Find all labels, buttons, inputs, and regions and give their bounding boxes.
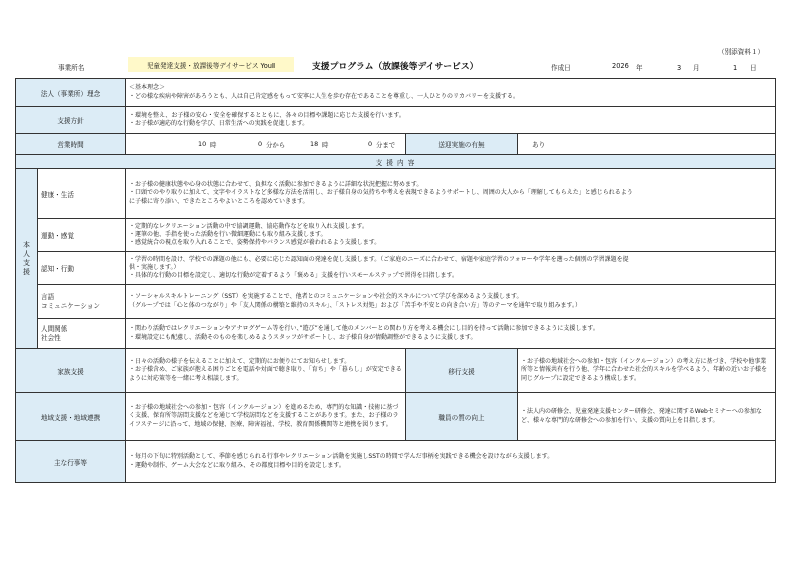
content-header: 支 援 内 容 — [16, 155, 776, 169]
office-label: 事業所名 — [58, 64, 85, 72]
hours-label: 営業時間 — [16, 134, 126, 155]
created-month: 3 — [677, 64, 682, 72]
community-text: ・お子様の地域社会への参加・包容（インクルージョン）を進めるため、専門的な知識・技術に基づく支援、保育所等訪問支援などを通じて学校訪問などを支援することがあります。また、お子様のライフステージに沿って、地域の保健、医療、障害福祉、学校、教育関係機関等と連携を図ります。 — [126, 393, 406, 441]
content-line: ・ソーシャルスキルトレーニング（SST）を実施することで、他者とのコミュニケーションや社会的スキルについて学びを深めるよう支援します。 — [129, 293, 523, 301]
personal-row-social — [16, 319, 776, 349]
personal-text-cognition — [126, 252, 776, 285]
family-label: 家族支援 — [16, 349, 126, 393]
philosophy-label: 法人（事業所）理念 — [16, 79, 126, 107]
content-line: ・関わり活動ではレクリエーションやアナログゲーム等を行い、”遊び”を通して他のメンバーとの関わり方を考える機会にし目的を持って活動に参加できるように支援します。 — [129, 325, 599, 333]
staff-label: 職員の質の向上 — [406, 393, 518, 441]
staff-text: ・法人内の研修会、児童発達支援センター研修会、発達に関するWebセミナーへの参加など、様々な専門的な研修会への参加を行い、支援の質向上を目指します。 — [518, 393, 776, 441]
community-label: 地域支援・地域連携 — [16, 393, 126, 441]
support-program-table — [15, 78, 776, 483]
personal-text-social — [126, 319, 776, 349]
content-line: ・環境設定にも配慮し、活動そのものを楽しめるようスタッフがサポートし、お子様自身が情動調整ができるように支援します。 — [129, 333, 477, 341]
policy-text — [126, 107, 776, 134]
office-name: 児童発達支援・放課後等デイサービス YouⅡ — [128, 57, 294, 72]
content-line: ・感覚統合の視点を取り入れることで、姿勢保持やバランス感覚が養われるよう支援します。 — [129, 239, 381, 247]
personal-row-cognition — [16, 252, 776, 285]
policy-line: ・環境を整え、お子様の安心・安全を確保するとともに、各々の目標や課題に応じた支援を行います。 — [129, 111, 405, 119]
content-line: ・運筆の他、手指を使った活動を行い微細運動にも取り組み支援します。 — [129, 230, 327, 238]
personal-row-language — [16, 285, 776, 319]
personal-row-health — [16, 169, 776, 219]
month-unit: 月 — [693, 64, 700, 72]
family-transition-row — [16, 349, 776, 393]
start-minute: 0 — [258, 140, 263, 148]
year-unit: 年 — [636, 64, 643, 72]
events-text — [126, 441, 776, 483]
personal-row-motor — [16, 219, 776, 252]
transport-value: あり — [518, 134, 776, 155]
personal-text-health — [126, 169, 776, 219]
hours-value — [126, 134, 406, 155]
personal-text-language — [126, 285, 776, 319]
events-row — [16, 441, 776, 483]
hour-unit: 時 — [210, 141, 217, 149]
philosophy-line: ・どの様な疾病や障害があろうとも、人は自己肯定感をもって安寧に人生を歩む存在であることを尊重し、一人ひとりのリカバリーを支援する。 — [129, 92, 519, 100]
content-line: ・具体的な行動の目標を設定し、適切な行動が定着するよう「褒める」支援を行いスモールステップで習得を目指します。 — [129, 272, 459, 280]
family-text: ・日々の活動の様子を伝えることに加えて、定期的にお便りにてお知らせします。 ・お子様含め、ご家族が抱える困りごとを電話や対面で聴き取り、「育ち」や「暮らし」が安定できるように対応策等を一緒に考え相談します。 — [126, 349, 406, 393]
hour-unit: 時 — [322, 141, 329, 149]
minute-unit: 分まで — [376, 141, 396, 149]
personal-text-motor — [126, 219, 776, 252]
transition-text: ・お子様の地域社会への参加・包容（インクルージョン）の考え方に基づき、学校や他事業所等と情報共有を行う他、学年に合わせた社会的スキルを学べるよう、年齢の近いお子様を同じグループに設定できるよう構成します。 — [518, 349, 776, 393]
content-line: ・口頭でのやり取りに加えて、文字やイラストなど多様な方法を活用し、お子様自身の気持ちや考えを表現できるようサポートし、周囲の大人から「理解してもらえた」と感じられるよう — [129, 189, 633, 197]
philosophy-line: ＜基本理念＞ — [129, 84, 166, 92]
content-header-row — [16, 155, 776, 169]
transport-label: 送迎実施の有無 — [406, 134, 518, 155]
content-line: 供・実施します。） — [129, 263, 180, 271]
policy-line: ・お子様が適応的な行動を学び、日常生活への実践を促進します。 — [129, 120, 309, 127]
content-line: ・運動や制作、ゲーム大会などに取り組み、その都度目標や目的を設定します。 — [129, 461, 345, 469]
page-title: 支援プログラム（放課後等デイサービス） — [312, 62, 479, 72]
hours-row — [16, 134, 776, 155]
content-line: ・お子様の健康状態や心身の状態に合わせて、負担なく活動に参加できるように詳細な状況把握に努めます。 — [129, 181, 423, 189]
personal-label-language: 言語 コミュニケーション — [38, 285, 126, 319]
appendix-note: （別添資料１） — [718, 48, 765, 56]
content-line: （グループでは「心と体のつながり」や「友人関係の構築と維持のスキル」、「ストレス対処」および「苦手や不安との向き合い方」等のテーマを通年で取り組みます。） — [129, 301, 581, 309]
content-line: ・学習の時間を設け、学校での課題の他にも、必要に応じた認知面の発達を促し支援します。（ご家庭のニーズに合わせて、宿題や家庭学習のフォローや学年を遡った個別の学習課題を提 — [129, 255, 629, 263]
day-unit: 日 — [750, 64, 757, 72]
content-line: ・毎月の下旬に特別活動として、季節を感じられる行事やレクリエーション活動を実施しSSTの時間で学んだ事柄を実践できる機会を設けながら支援します。 — [129, 453, 554, 461]
end-minute: 0 — [368, 140, 373, 148]
personal-label-social: 人間関係 社会性 — [38, 319, 126, 349]
created-label: 作成日 — [551, 64, 571, 72]
end-hour: 18 — [310, 140, 319, 148]
personal-support-text: 本人支援 — [22, 240, 31, 277]
start-hour: 10 — [198, 140, 207, 148]
policy-label: 支援方針 — [16, 107, 126, 134]
policy-row — [16, 107, 776, 134]
created-year: 2026 — [612, 62, 629, 70]
personal-support-label — [16, 169, 38, 349]
personal-label-cognition: 認知・行動 — [38, 252, 126, 285]
community-staff-row — [16, 393, 776, 441]
philosophy-text — [126, 79, 776, 107]
events-label: 主な行事等 — [16, 441, 126, 483]
personal-label-health: 健康・生活 — [38, 169, 126, 219]
philosophy-row — [16, 79, 776, 107]
content-line: に子様に寄り添い、できたところやよいところを認めていきます。 — [129, 197, 309, 205]
content-line: ・定期的なレクリエーション活動の中で協調運動、協応動作などを取り入れ支援します。 — [129, 222, 369, 230]
transition-label: 移行支援 — [406, 349, 518, 393]
minute-unit: 分から — [266, 141, 286, 149]
personal-label-motor: 運動・感覚 — [38, 219, 126, 252]
created-day: 1 — [733, 64, 738, 72]
